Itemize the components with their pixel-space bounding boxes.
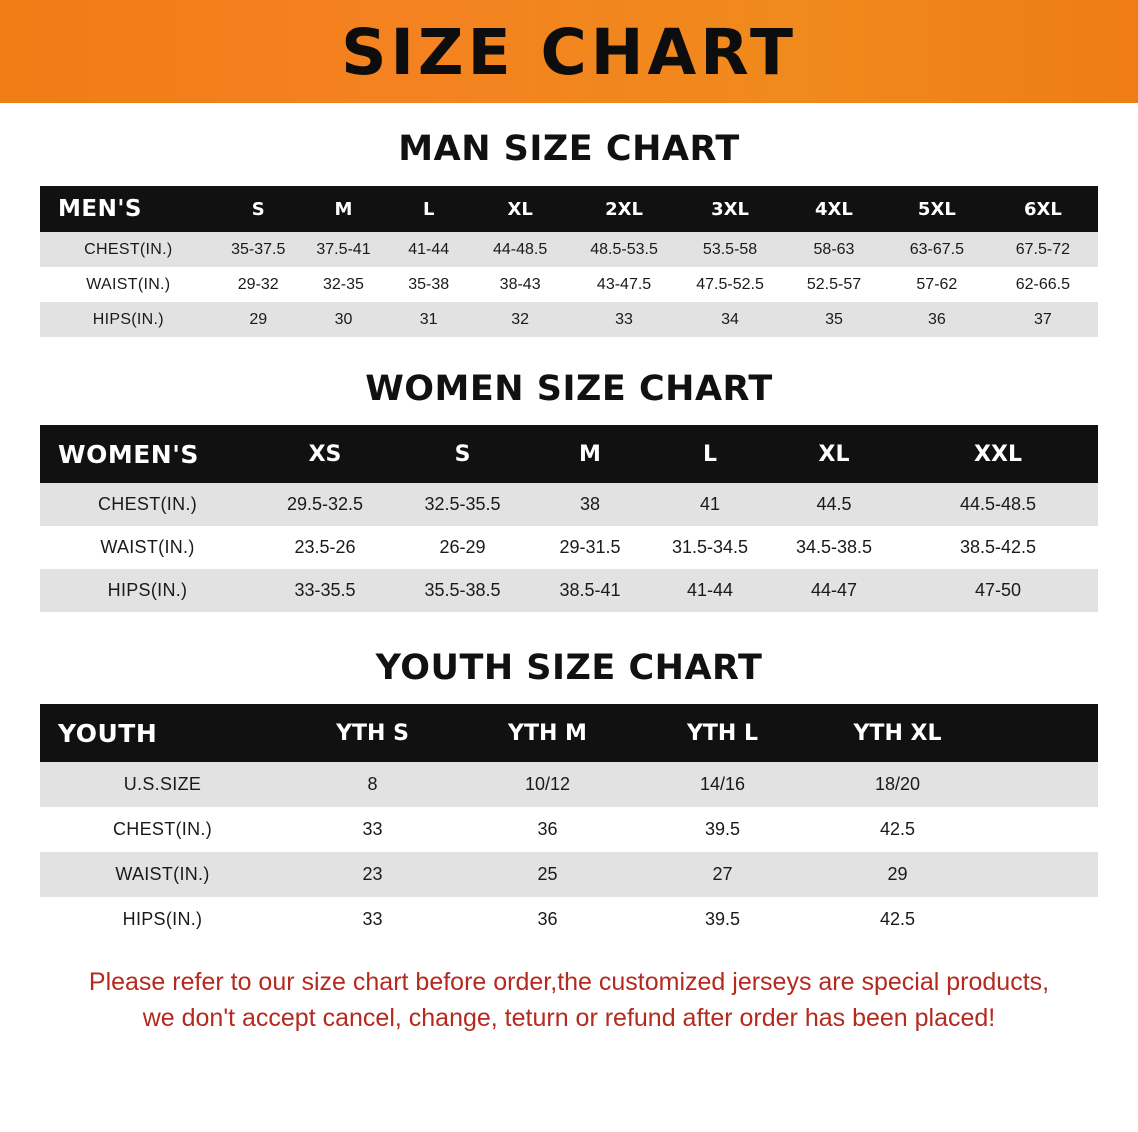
cell: 29 [887,864,908,884]
cell: 67.5-72 [1015,240,1071,258]
cell: 63-67.5 [909,240,964,258]
cell: 47.5-52.5 [696,275,764,293]
youth-header-cell: YTH L [686,720,759,746]
women-table-wrap [40,425,1098,612]
women-header-cell: S [454,441,471,467]
footer-note-line-1: Please refer to our size chart before order,the customized jerseys are special products, [88,968,1050,996]
cell: 35.5-38.5 [424,580,501,600]
row-label: HIPS(IN.) [122,909,203,929]
table-row [40,807,1098,852]
man-header-cell: 6XL [1023,198,1062,220]
cell: 53.5-58 [702,240,758,258]
table-row [40,852,1098,897]
cell: 8 [367,774,378,794]
cell: 44.5 [816,494,852,514]
youth-header-cell: YTH XL [853,720,942,746]
cell: 36 [927,310,946,328]
youth-header-cell: YTH S [336,720,409,746]
row-label: HIPS(IN.) [92,310,164,328]
cell: 42.5 [879,909,916,929]
cell: 29 [249,310,268,328]
cell: 44-47 [810,580,858,600]
cell: 36 [537,819,558,839]
cell: 18/20 [874,774,921,794]
cell: 42.5 [879,819,916,839]
table-row [40,897,1098,942]
cell-spacer [985,852,1098,897]
man-header-cell: S [251,198,265,220]
youth-table-header-row [40,704,1098,762]
cell: 41 [699,494,721,514]
cell: 29.5-32.5 [286,494,364,514]
table-row [40,569,1098,612]
table-row [40,232,1098,267]
cell: 34 [721,310,739,328]
cell: 52.5-57 [806,275,862,293]
man-header-cell: L [422,198,435,220]
cell: 39.5 [704,909,741,929]
youth-size-table [40,704,1098,942]
youth-header-cell: YTH M [508,720,587,746]
table-row [40,762,1098,807]
cell: 39.5 [704,819,741,839]
cell: 32.5-35.5 [424,494,501,514]
man-header-cell: 3XL [711,198,749,220]
cell: 23.5-26 [294,537,356,557]
cell: 31.5-34.5 [671,537,749,557]
row-label: CHEST(IN.) [84,240,173,258]
man-table-wrap [40,186,1098,337]
man-header-cell: 4XL [815,198,853,220]
row-label: WAIST(IN.) [86,275,171,293]
cell: 48.5-53.5 [590,240,658,258]
row-label: CHEST(IN.) [98,494,197,514]
row-label: WAIST(IN.) [100,537,195,557]
cell: 57-62 [916,275,958,293]
cell: 38 [579,494,601,514]
table-row [40,526,1098,569]
table-row [40,302,1098,337]
cell-spacer [985,807,1098,852]
cell: 47-50 [974,580,1022,600]
cell: 41-44 [408,240,450,258]
cell: 10/12 [524,774,571,794]
cell: 27 [712,864,733,884]
women-table-header-row [40,425,1098,483]
cell: 33 [615,310,633,328]
cell: 29-32 [237,275,279,293]
cell: 23 [362,864,383,884]
cell: 62-66.5 [1015,275,1071,293]
cell: 35 [825,310,843,328]
man-header-cell: M [334,198,353,220]
cell: 44-48.5 [493,240,548,258]
women-header-cell: XXL [974,441,1022,467]
cell: 32-35 [323,275,364,293]
cell: 34.5-38.5 [795,537,873,557]
cell: 14/16 [699,774,746,794]
row-label: U.S.SIZE [123,774,202,794]
cell: 58-63 [813,240,855,258]
cell: 32 [511,310,530,328]
footer-note [40,964,1098,1037]
page-banner [0,0,1138,103]
man-header-cell: XL [507,198,533,220]
women-header-cell: M [579,441,601,467]
women-header-cell: XS [308,441,342,467]
cell: 36 [537,909,558,929]
youth-table-wrap [40,704,1098,942]
youth-section-heading: YOUTH SIZE CHART [375,648,763,688]
cell: 33 [362,819,383,839]
cell: 31 [419,310,438,328]
man-header-cell: 5XL [917,198,956,220]
cell-spacer [985,897,1098,942]
cell: 35-37.5 [231,240,286,258]
cell: 35-38 [408,275,450,293]
man-header-cell: 2XL [605,198,643,220]
women-header-cell: L [702,441,718,467]
cell: 37.5-41 [316,240,371,258]
page-title: SIZE CHART [341,16,797,89]
cell: 44.5-48.5 [959,494,1037,514]
cell: 33 [362,909,383,929]
man-header-cell: MEN'S [58,196,142,222]
row-label: CHEST(IN.) [113,819,212,839]
table-row [40,267,1098,302]
cell: 30 [334,310,353,328]
youth-header-cell: YOUTH [58,718,158,748]
man-table-header-row [40,186,1098,232]
cell: 38.5-42.5 [959,537,1037,557]
row-label: HIPS(IN.) [107,580,188,600]
cell: 26-29 [439,537,486,557]
cell: 38.5-41 [559,580,621,600]
cell: 38-43 [499,275,541,293]
cell: 25 [537,864,558,884]
women-header-cell: WOMEN'S [58,439,199,469]
women-size-table [40,425,1098,612]
women-section-heading: WOMEN SIZE CHART [365,369,773,409]
table-row [40,483,1098,526]
cell: 37 [1033,310,1052,328]
man-size-table [40,186,1098,337]
cell: 29-31.5 [559,537,621,557]
cell: 43-47.5 [596,275,652,293]
footer-note-line-2: we don't accept cancel, change, teturn or refund after order has been placed! [142,1004,996,1033]
row-label: WAIST(IN.) [115,864,210,884]
cell-spacer [985,762,1098,807]
youth-header-spacer [985,704,1098,762]
man-section-heading: MAN SIZE CHART [398,129,740,169]
women-header-cell: XL [818,441,850,467]
cell: 41-44 [686,580,734,600]
cell: 33-35.5 [294,580,356,600]
